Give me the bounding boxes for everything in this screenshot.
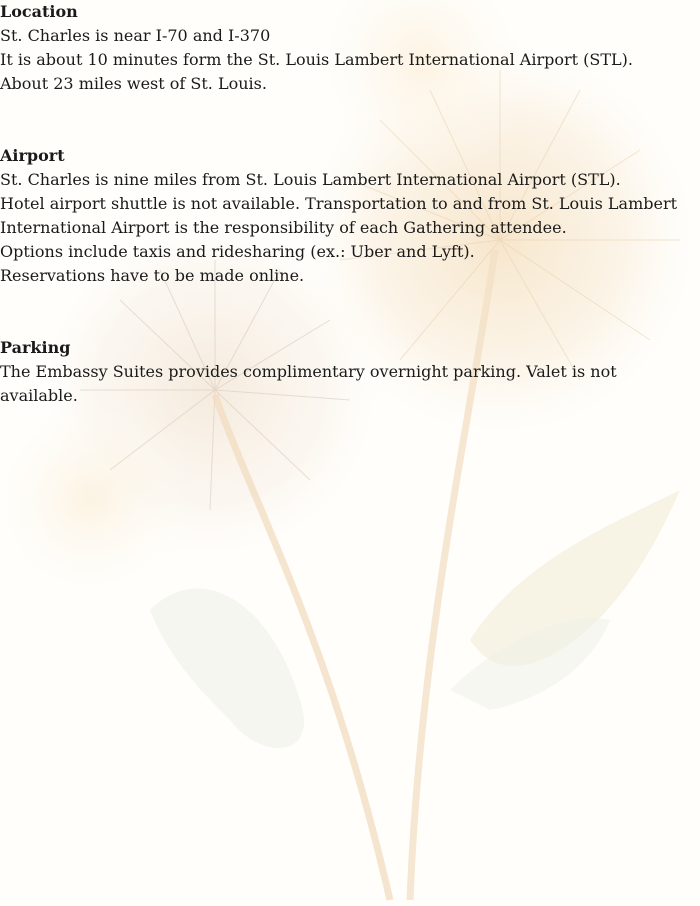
airport-line-4: Reservations have to be made online. (0, 266, 305, 285)
airport-section (0, 144, 700, 288)
location-line-3: About 23 miles west of St. Louis. (0, 74, 267, 93)
section-spacer (0, 96, 700, 144)
location-line-2: It is about 10 minutes form the St. Louis Lambert International Airport (STL). (0, 50, 633, 69)
location-section (0, 0, 700, 96)
location-line-1: St. Charles is near I-70 and I-370 (0, 26, 271, 45)
airport-heading: Airport (0, 146, 65, 165)
parking-line-1: The Embassy Suites provides complimentary overnight parking. Valet is not available. (0, 362, 617, 405)
section-spacer (0, 288, 700, 336)
airport-line-1: St. Charles is nine miles from St. Louis Lambert International Airport (STL). (0, 170, 621, 189)
leaf-left (150, 588, 304, 747)
parking-section (0, 336, 700, 408)
parking-heading: Parking (0, 338, 71, 357)
airport-line-2: Hotel airport shuttle is not available. Transportation to and from St. Louis Lambert International Airport is the responsibility of each Gathering attendee. (0, 194, 678, 237)
page-content (0, 0, 700, 408)
airport-line-3: Options include taxis and ridesharing (ex.: Uber and Lyft). (0, 242, 475, 261)
location-heading: Location (0, 2, 78, 21)
